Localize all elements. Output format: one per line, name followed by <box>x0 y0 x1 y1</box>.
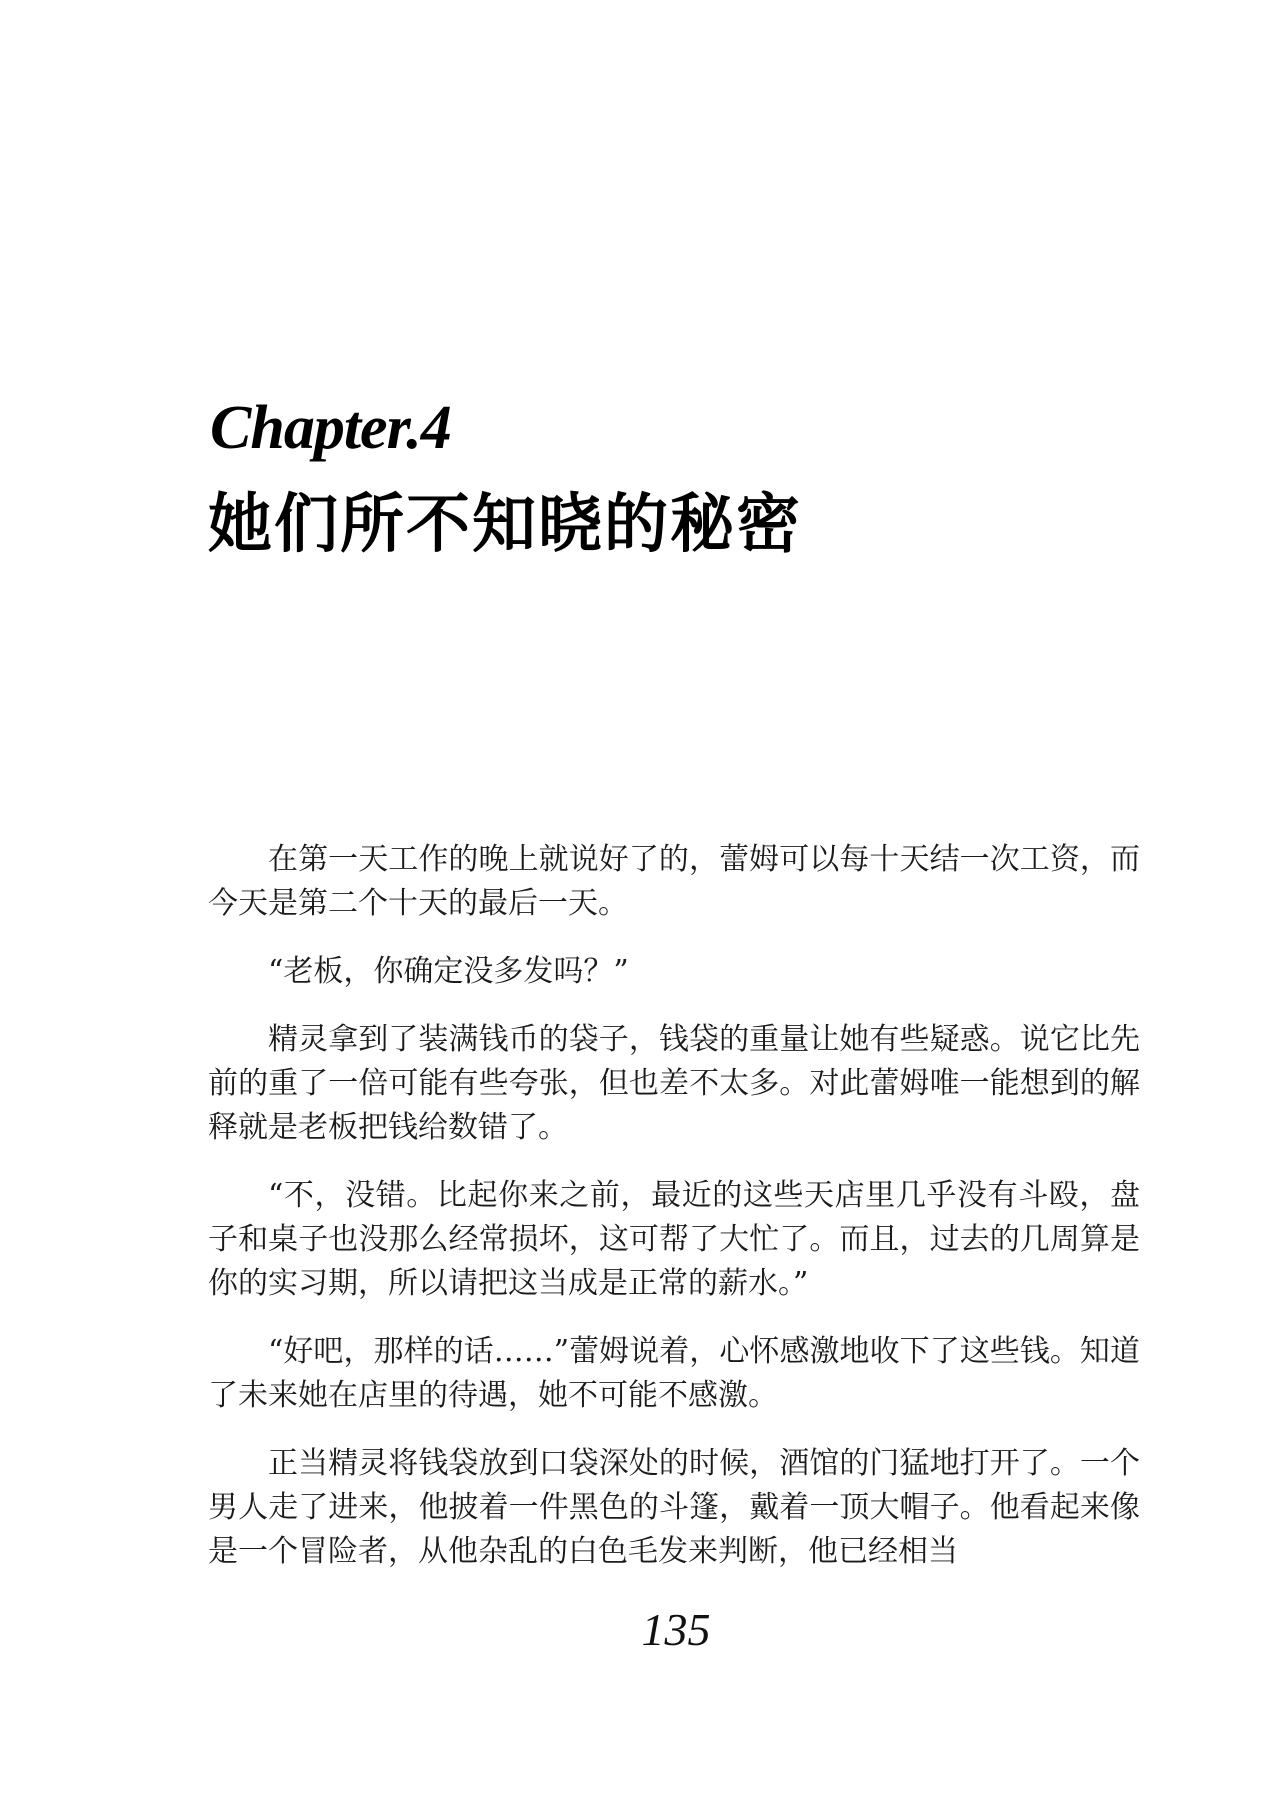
page-number: 135 <box>641 1604 711 1655</box>
chapter-title: 她们所不知晓的秘密 <box>208 488 802 562</box>
paragraph: “不，没错。比起你来之前，最近的这些天店里几乎没有斗殴，盘子和桌子也没那么经常损坏，这可帮了大忙了。而且，过去的几周算是你的实习期，所以请把这当成是正常的薪水。” <box>208 1178 1140 1301</box>
body-text <box>208 838 1140 1598</box>
paragraph: “老板，你确定没多发吗？” <box>268 954 629 989</box>
paragraph: 在第一天工作的晚上就说好了的，蕾姆可以每十天结一次工资，而今天是第二个十天的最后一天。 <box>208 842 1140 921</box>
paragraph: “好吧，那样的话……”蕾姆说着，心怀感激地收下了这些钱。知道了未来她在店里的待遇，她不可能不感激。 <box>208 1334 1140 1413</box>
chapter-number: Chapter.4 <box>210 394 451 462</box>
paragraph: 精灵拿到了装满钱币的袋子，钱袋的重量让她有些疑惑。说它比先前的重了一倍可能有些夸张，但也差不太多。对此蕾姆唯一能想到的解释就是老板把钱给数错了。 <box>208 1022 1140 1145</box>
paragraph: 正当精灵将钱袋放到口袋深处的时候，酒馆的门猛地打开了。一个男人走了进来，他披着一件黑色的斗篷，戴着一顶大帽子。他看起来像是一个冒险者，从他杂乱的白色毛发来判断，他已经相当 <box>208 1446 1140 1569</box>
